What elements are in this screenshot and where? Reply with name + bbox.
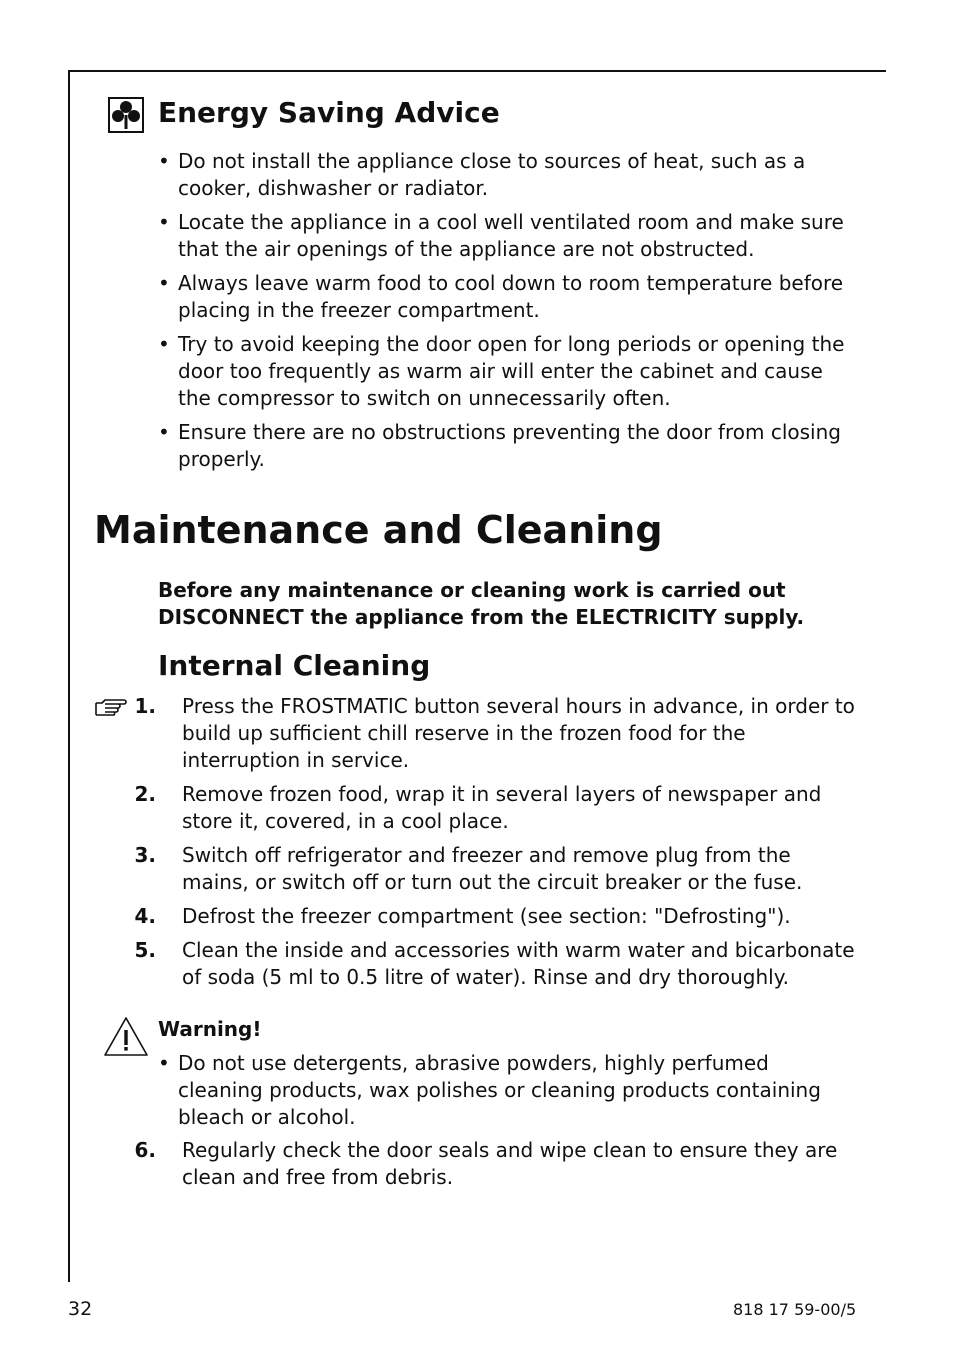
warning-title: Warning! (158, 1017, 262, 1041)
page-number: 32 (68, 1298, 93, 1320)
step-number: 4. (134, 904, 156, 928)
step-text: Clean the inside and accessories with warm water and bicarbonate of soda (5 ml to 0.5 litre of water). Rinse and dry thoroughly. (182, 938, 855, 989)
list-item (134, 937, 858, 991)
list-item: • Do not install the appliance close to sources of heat, such as a cooker, dishwasher or radiator. (158, 148, 858, 202)
top-rule (68, 70, 886, 72)
list-item (134, 1137, 858, 1191)
warning-bullet-list (158, 1050, 858, 1138)
list-item (134, 781, 858, 835)
energy-bullet-list (158, 148, 858, 480)
step-number: 6. (134, 1138, 156, 1162)
disconnect-notice: Before any maintenance or cleaning work is carried out DISCONNECT the appliance from the ELECTRICITY supply. (158, 578, 805, 629)
page-title: Maintenance and Cleaning (94, 508, 663, 552)
warning-triangle-icon (103, 1016, 149, 1057)
step-number: 1. (134, 694, 156, 718)
list-item (134, 693, 858, 774)
list-item: • Try to avoid keeping the door open for long periods or opening the door too frequently as warm air will enter the cabinet and cause the compressor to switch on unnecessarily often. (158, 331, 858, 412)
clover-icon (108, 97, 144, 133)
list-item (134, 903, 858, 930)
list-item (134, 842, 858, 896)
step-number: 2. (134, 782, 156, 806)
pointing-hand-icon (94, 697, 128, 717)
energy-section-title: Energy Saving Advice (158, 96, 500, 129)
left-rule (68, 70, 70, 1282)
final-step (134, 1137, 858, 1198)
list-item: • Ensure there are no obstructions preventing the door from closing properly. (158, 419, 858, 473)
step-number: 3. (134, 843, 156, 867)
list-item: • Do not use detergents, abrasive powders, highly perfumed cleaning products, wax polishes or cleaning products containing bleach or alcohol. (158, 1050, 858, 1131)
cleaning-steps (134, 693, 858, 998)
step-text: Regularly check the door seals and wipe clean to ensure they are clean and free from debris. (182, 1138, 838, 1189)
list-item: • Always leave warm food to cool down to room temperature before placing in the freezer compartment. (158, 270, 858, 324)
document-code: 818 17 59-00/5 (733, 1300, 857, 1319)
step-text: Switch off refrigerator and freezer and remove plug from the mains, or switch off or turn out the circuit breaker or the fuse. (182, 843, 803, 894)
internal-cleaning-title: Internal Cleaning (158, 649, 431, 682)
step-number: 5. (134, 938, 156, 962)
step-text: Defrost the freezer compartment (see section: "Defrosting"). (182, 904, 791, 928)
step-text: Remove frozen food, wrap it in several layers of newspaper and store it, covered, in a cool place. (182, 782, 822, 833)
list-item: • Locate the appliance in a cool well ventilated room and make sure that the air openings of the appliance are not obstructed. (158, 209, 858, 263)
step-text: Press the FROSTMATIC button several hours in advance, in order to build up sufficient chill reserve in the frozen food for the interruption in service. (182, 694, 855, 772)
